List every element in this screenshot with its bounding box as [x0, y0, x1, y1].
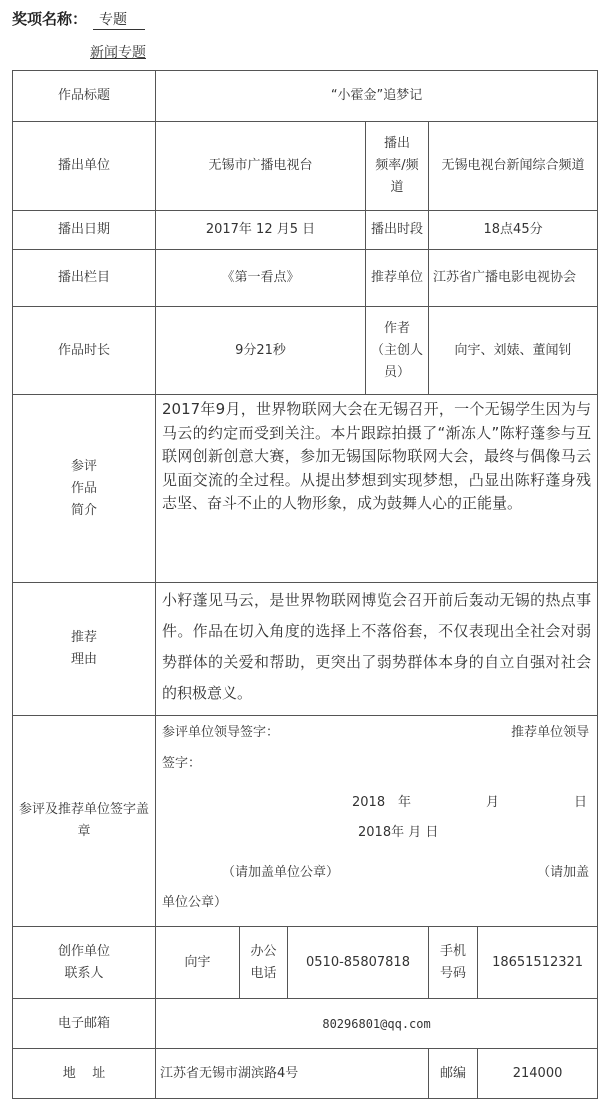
- summary-label: [13, 395, 156, 583]
- contact-label: [13, 927, 156, 999]
- sign-recommender-a: 推荐单位领导: [511, 725, 590, 740]
- summary-label-line3: 简介: [70, 502, 97, 518]
- broadcaster-label: 播出单位: [13, 122, 156, 211]
- sign-date-2: 2018年 月 日: [358, 825, 439, 840]
- row-signature: [13, 716, 598, 927]
- email-label: 电子邮箱: [13, 999, 156, 1049]
- mobile-label-line1: 手机: [439, 943, 466, 959]
- contact-label-line1: 创作单位: [57, 943, 110, 959]
- sign-stamp-2a: （请加盖: [537, 865, 590, 880]
- sign-stamp-1: （请加盖单位公章）: [222, 865, 340, 880]
- title-value: “小霍金”追梦记: [156, 71, 598, 122]
- office-phone-label: [240, 927, 288, 999]
- channel-label-line2: 频率/频道: [375, 158, 419, 195]
- duration-value: 9分21秒: [156, 307, 366, 395]
- sign-year-1: 2018: [352, 795, 386, 810]
- sign-entrant: 参评单位领导签字：: [162, 725, 280, 740]
- summary-text: 2017年9月，世界物联网大会在无锡召开，一个无锡学生因为与马云的约定而受到关注。本片跟踪拍摄了“渐冻人”陈籽蓬参与互联网创新创意大赛，参加无锡国际物联网大会，最终与偶像马云见面交流的全过程。从提出梦想到实现梦想，凸显出陈籽蓬身残志坚、奋斗不止的人物形象，成为鼓舞人心的正能量。: [156, 395, 598, 583]
- row-column: [13, 250, 598, 307]
- date-label: 播出日期: [13, 211, 156, 250]
- award-name-value: 专题: [93, 11, 145, 30]
- postcode-value: 214000: [478, 1049, 598, 1099]
- author-label-line2: （主创人员）: [370, 342, 423, 380]
- sign-day-1: 日: [574, 795, 588, 810]
- row-contact: [13, 927, 598, 999]
- time-value: 18点45分: [429, 211, 598, 250]
- reason-label: [13, 583, 156, 716]
- sign-stamp-2b: 单位公章）: [162, 895, 228, 910]
- column-value: 《第一看点》: [156, 250, 366, 307]
- time-label: 播出时段: [366, 211, 429, 250]
- date-value: 2017年 12 月5 日: [156, 211, 366, 250]
- column-label: 播出栏目: [13, 250, 156, 307]
- sign-month-1: 月: [486, 795, 500, 810]
- sign-year-unit-1: 年: [398, 795, 412, 810]
- row-broadcaster: [13, 122, 598, 211]
- address-value: 江苏省无锡市湖滨路4号: [156, 1049, 429, 1099]
- reason-label-line2: 理由: [70, 652, 97, 667]
- channel-label-line1: 播出: [383, 136, 410, 151]
- row-title: [13, 71, 598, 122]
- sign-label: 参评及推荐单位签字盖章: [13, 716, 156, 927]
- summary-label-line2: 作品: [70, 480, 97, 496]
- email-value: 80296801@qq.com: [156, 999, 598, 1049]
- row-duration: [13, 307, 598, 395]
- mobile-label-line2: 号码: [439, 965, 466, 981]
- office-label-line2: 电话: [250, 965, 277, 981]
- duration-label: 作品时长: [13, 307, 156, 395]
- row-address: [13, 1049, 598, 1099]
- signature-area: [156, 716, 598, 927]
- entry-form-table: [12, 70, 598, 1099]
- broadcaster-value: 无锡市广播电视台: [156, 122, 366, 211]
- address-label: 地 址: [13, 1049, 156, 1099]
- postcode-label: 邮编: [429, 1049, 478, 1099]
- author-label-line1: 作者: [383, 320, 410, 336]
- contact-name: 向宇: [156, 927, 240, 999]
- recommender-value: 江苏省广播电影电视协会: [429, 250, 598, 307]
- mobile-value: 18651512321: [478, 927, 598, 999]
- row-reason: [13, 583, 598, 716]
- sign-recommender-b: 签字：: [162, 756, 202, 771]
- office-label-line1: 办公: [250, 943, 277, 959]
- award-name-label: 奖项名称：: [12, 10, 88, 28]
- channel-value: 无锡电视台新闻综合频道: [429, 122, 598, 211]
- award-name-line: [12, 8, 145, 30]
- row-date: [13, 211, 598, 250]
- recommender-label: 推荐单位: [366, 250, 429, 307]
- row-summary: [13, 395, 598, 583]
- reason-text: 小籽蓬见马云，是世界物联网博览会召开前后轰动无锡的热点事件。作品在切入角度的选择上不落俗套，不仅表现出全社会对弱势群体的关爱和帮助，更突出了弱势群体本身的自立自强对社会的积极意义。: [156, 583, 598, 716]
- reason-label-line1: 推荐: [70, 630, 97, 645]
- office-phone-value: 0510-85807818: [288, 927, 429, 999]
- summary-label-line1: 参评: [70, 458, 97, 474]
- contact-label-line2: 联系人: [64, 965, 104, 981]
- row-email: [13, 999, 598, 1049]
- title-label: 作品标题: [13, 71, 156, 122]
- channel-label: [366, 122, 429, 211]
- mobile-label: [429, 927, 478, 999]
- author-label: [366, 307, 429, 395]
- sub-category: 新闻专题: [90, 45, 146, 61]
- author-value: 向宇、刘婊、董闻钊: [429, 307, 598, 395]
